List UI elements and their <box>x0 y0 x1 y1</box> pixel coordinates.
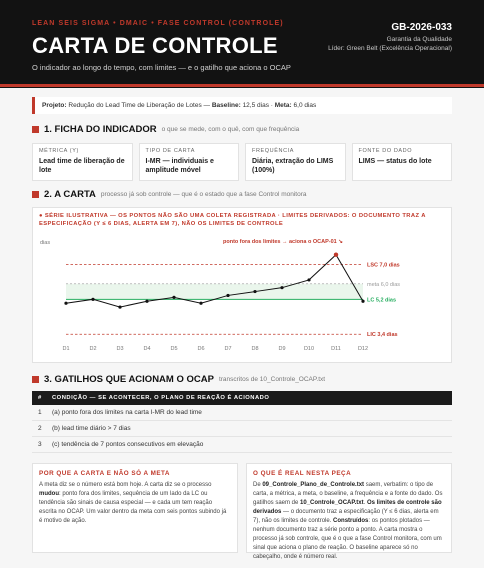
indicator-cards <box>32 143 452 181</box>
x-tick-label: D1 <box>62 346 70 352</box>
x-tick-label: D7 <box>224 346 232 352</box>
in-spec-band <box>66 284 363 300</box>
section-2-title: 2. A CARTA <box>44 188 96 200</box>
project-label: Projeto: <box>42 101 67 109</box>
leader: Líder: Green Belt (Excelência Operacional) <box>328 45 452 52</box>
table-header <box>32 391 452 405</box>
section-1-note: o que se mede, com o quê, com que frequência <box>161 125 300 133</box>
x-tick-label: D6 <box>197 346 205 352</box>
data-point <box>199 302 202 305</box>
card-value: I-MR — individuais e amplitude móvel <box>145 158 214 175</box>
section-3-note: transcritos de 10_Controle_OCAP.txt <box>218 375 326 383</box>
data-point <box>361 300 364 303</box>
data-point <box>145 300 148 303</box>
data-point <box>307 278 310 281</box>
x-tick-label: D9 <box>278 346 286 352</box>
box-title: POR QUE A CARTA E NÃO SÓ A META <box>39 470 170 477</box>
data-point <box>226 294 229 297</box>
card-label: FREQUÊNCIA <box>252 148 295 154</box>
out-of-control-point <box>334 253 338 257</box>
card-value: Lead time de liberação de lote <box>39 158 125 175</box>
department: Garantia da Qualidade <box>386 36 452 43</box>
section-marker <box>32 191 39 198</box>
box-text: A meta diz se o número está bom hoje. A carta diz se o processo mudou: ponto fora dos limites, sequência de um lado da LC ou tendência são sinais de causa especial — e cada um tem reação escrita no OCAP. Um valor dentro da meta com seis pontos subindo já é motivo de ação. <box>39 482 227 524</box>
trigger-table <box>32 391 452 453</box>
project-name: Redução do Lead Time de Liberação de Lotes — <box>68 101 211 109</box>
document-code: GB-2026-033 <box>391 22 452 33</box>
limit-label: LSC 7,0 dias <box>367 262 400 269</box>
column-header-number: # <box>38 395 42 401</box>
row-number: 1 <box>38 409 42 416</box>
row-condition: (c) tendência de 7 pontos consecutivos em elevação <box>52 441 204 448</box>
control-chart <box>33 208 453 364</box>
section-2-heading <box>32 188 307 200</box>
target-label: Meta: <box>274 101 292 109</box>
target-value: 6,0 dias <box>293 101 317 109</box>
card-label: TIPO DE CARTA <box>145 148 195 154</box>
data-point <box>172 296 175 299</box>
page-subtitle: O indicador ao longo do tempo, com limites — e o gatilho que aciona o OCAP <box>32 63 291 72</box>
row-condition: (b) lead time diário > 7 dias <box>52 425 131 432</box>
data-point <box>280 286 283 289</box>
chart-caption: ● SÉRIE ILUSTRATIVA — OS PONTOS NÃO SÃO UMA COLETA REGISTRADA · LIMITES DERIVADOS: O DOCUMENTO TRAZ A ESPECIFICAÇÃO (Y ≤ 6 DIAS, ALERTA EM 7), NÃO OS LIMITES DE CONTROLE <box>39 213 426 228</box>
whats-real-box <box>246 463 452 560</box>
baseline-label: Baseline: <box>211 101 241 109</box>
card-metric <box>32 143 133 181</box>
card-label: FONTE DO DADO <box>358 148 413 154</box>
box-title: O QUE É REAL NESTA PEÇA <box>253 470 352 477</box>
limit-label: LIC 3,4 dias <box>367 332 398 339</box>
header-accent-rule <box>0 84 484 87</box>
card-data-source <box>352 143 453 181</box>
x-tick-label: D5 <box>170 346 178 352</box>
column-header-condition: CONDIÇÃO — SE ACONTECER, O PLANO DE REAÇÃO É ACIONADO <box>52 395 270 401</box>
ocap-annotation: ponto fora dos limites → aciona o OCAP-01 ↘ <box>223 239 343 245</box>
row-number: 3 <box>38 441 42 448</box>
section-2-note: processo já sob controle — que é o estado que a fase Control monitora <box>100 190 307 198</box>
x-tick-label: D2 <box>89 346 97 352</box>
data-point <box>253 290 256 293</box>
section-marker <box>32 126 39 133</box>
box-text: De 09_Controle_Plano_de_Controle.txt saem, verbatim: o tipo de carta, a métrica, a meta, o baseline, a frequência e a fonte do dado. Os gatilhos saem de 10_Controle_OCAP.txt. Os limites de controle são derivados — o documento traz a especificação (Y ≤ 6 dias, alerta em 7), não os limites de controle. Construídos: os pontos plotados — nenhum documento traz a série ponto a ponto. A carta mostra o processo já sob controle, que é o que a fase Control monitora, com um sinal que aciona o plano de reação. O baseline aparece só no cabeçalho, onde é número real. <box>253 482 443 560</box>
section-1-heading <box>32 123 299 135</box>
x-tick-label: D10 <box>303 346 315 352</box>
y-axis-label: dias <box>40 240 51 246</box>
limit-label: meta 6,0 dias <box>367 281 401 288</box>
data-point <box>64 302 67 305</box>
card-value: LIMS — status do lote <box>358 158 432 165</box>
section-3-heading <box>32 373 325 385</box>
header <box>0 0 484 88</box>
data-point <box>118 305 121 308</box>
control-chart-panel <box>32 207 452 363</box>
card-frequency <box>245 143 346 181</box>
limit-label: LC 5,2 dias <box>367 297 397 304</box>
data-point <box>91 298 94 301</box>
card-chart-type <box>139 143 240 181</box>
why-chart-box <box>32 463 238 553</box>
row-condition: (a) ponto fora dos limites na carta I-MR do lead time <box>52 409 202 416</box>
header-kicker: LEAN SEIS SIGMA • DMAIC • FASE CONTROL (CONTROLE) <box>32 20 284 27</box>
table-row <box>32 405 452 421</box>
x-tick-label: D11 <box>331 346 341 352</box>
card-value: Diária, extração do LIMS (100%) <box>252 158 334 175</box>
x-tick-label: D8 <box>251 346 259 352</box>
baseline-value: 12,5 dias · <box>242 101 273 109</box>
x-tick-label: D3 <box>116 346 124 352</box>
card-label: MÉTRICA (Y) <box>39 148 79 154</box>
table-row <box>32 421 452 437</box>
page-title: CARTA DE CONTROLE <box>32 33 278 58</box>
x-tick-label: D4 <box>143 346 151 352</box>
x-tick-label: D12 <box>357 346 369 352</box>
project-bar <box>32 97 452 114</box>
row-number: 2 <box>38 425 42 432</box>
section-1-title: 1. FICHA DO INDICADOR <box>44 123 157 135</box>
table-row <box>32 437 452 453</box>
section-marker <box>32 376 39 383</box>
section-3-title: 3. GATILHOS QUE ACIONAM O OCAP <box>44 373 214 385</box>
